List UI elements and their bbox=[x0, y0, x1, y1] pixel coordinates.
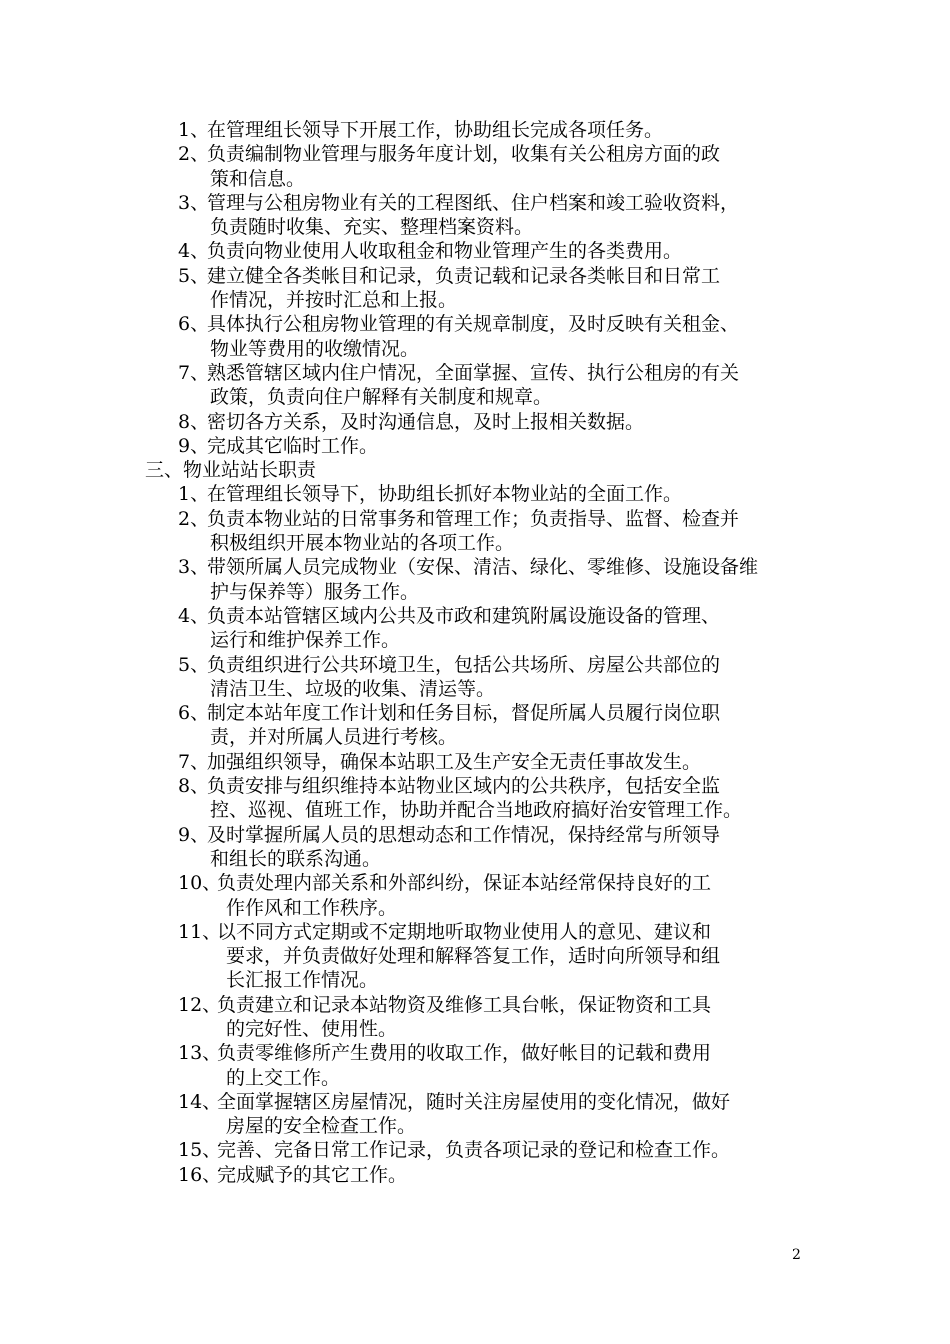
list-item bbox=[0, 993, 950, 1042]
item-number: 7、 bbox=[178, 361, 210, 384]
item-text-line: 负责处理内部关系和外部纠纷，保证本站经常保持良好的工 bbox=[217, 872, 712, 895]
item-text-line: 建立健全各类帐目和记录，负责记载和记录各类帐目和日常工 bbox=[207, 264, 721, 287]
item-text-line: 以不同方式定期或不定期地听取物业使用人的意见、建议和 bbox=[217, 920, 712, 943]
item-text-line: 和组长的联系沟通。 bbox=[210, 847, 382, 870]
item-number: 1、 bbox=[178, 119, 210, 141]
item-text-line: 护与保养等）服务工作。 bbox=[210, 580, 420, 603]
list-item bbox=[0, 482, 950, 506]
item-number: 8、 bbox=[178, 410, 210, 433]
list-item bbox=[0, 312, 950, 361]
item-text-line: 完成赋予的其它工作。 bbox=[217, 1163, 408, 1186]
list-item bbox=[0, 507, 950, 556]
item-text-line: 作作风和工作秩序。 bbox=[226, 896, 398, 919]
list-item bbox=[0, 361, 950, 410]
item-number: 7、 bbox=[178, 750, 210, 773]
item-text-line: 作情况，并按时汇总和上报。 bbox=[210, 289, 458, 312]
item-text-line: 政策，负责向住户解释有关制度和规章。 bbox=[210, 386, 553, 409]
item-number: 16、 bbox=[178, 1163, 222, 1186]
list-item bbox=[0, 750, 950, 774]
list-item bbox=[0, 555, 950, 604]
item-number: 3、 bbox=[178, 556, 210, 579]
item-text-line: 的上交工作。 bbox=[226, 1066, 341, 1089]
item-text-line: 清洁卫生、垃圾的收集、清运等。 bbox=[210, 677, 496, 700]
item-text-line: 在管理组长领导下开展工作，协助组长完成各项任务。 bbox=[207, 119, 664, 141]
item-text-line: 要求，并负责做好处理和解释答复工作，适时向所领导和组 bbox=[226, 945, 721, 968]
item-text-line: 具体执行公租房物业管理的有关规章制度，及时反映有关租金、 bbox=[207, 313, 740, 336]
item-text-line: 责，并对所属人员进行考核。 bbox=[210, 726, 458, 749]
item-number: 2、 bbox=[178, 143, 210, 166]
item-text-line: 负责零维修所产生费用的收取工作，做好帐目的记载和费用 bbox=[217, 1042, 712, 1065]
item-text-line: 负责组织进行公共环境卫生，包括公共场所、房屋公共部位的 bbox=[207, 653, 721, 676]
list-item bbox=[0, 920, 950, 993]
item-text-line: 运行和维护保养工作。 bbox=[210, 629, 401, 652]
item-number: 4、 bbox=[178, 604, 210, 627]
item-text-line: 负责本物业站的日常事务和管理工作；负责指导、监督、检查并 bbox=[207, 507, 740, 530]
document-body bbox=[0, 118, 950, 1187]
item-number: 10、 bbox=[178, 872, 222, 895]
item-number: 15、 bbox=[178, 1139, 222, 1162]
item-text-line: 的完好性、使用性。 bbox=[226, 1017, 398, 1040]
list-item bbox=[0, 604, 950, 653]
list-item bbox=[0, 410, 950, 434]
item-text-line: 在管理组长领导下，协助组长抓好本物业站的全面工作。 bbox=[207, 483, 683, 506]
item-text-line: 带领所属人员完成物业（安保、清洁、绿化、零维修、设施设备维 bbox=[207, 556, 759, 579]
item-number: 1、 bbox=[178, 483, 210, 506]
item-number: 8、 bbox=[178, 775, 210, 798]
item-text-line: 加强组织领导，确保本站职工及生产安全无责任事故发生。 bbox=[207, 750, 702, 773]
item-text-line: 负责编制物业管理与服务年度计划，收集有关公租房方面的政 bbox=[207, 143, 721, 166]
list-item bbox=[0, 823, 950, 872]
list-item bbox=[0, 871, 950, 920]
item-text-line: 熟悉管辖区域内住户情况，全面掌握、宣传、执行公租房的有关 bbox=[207, 361, 740, 384]
item-text-line: 控、巡视、值班工作，协助并配合当地政府搞好治安管理工作。 bbox=[210, 799, 743, 822]
list-item bbox=[0, 264, 950, 313]
item-number: 11、 bbox=[178, 920, 222, 943]
item-text-line: 长汇报工作情况。 bbox=[226, 969, 379, 992]
list-item bbox=[0, 1138, 950, 1162]
item-number: 5、 bbox=[178, 653, 210, 676]
item-text-line: 积极组织开展本物业站的各项工作。 bbox=[210, 532, 515, 555]
item-text-line: 负责安排与组织维持本站物业区域内的公共秩序，包括安全监 bbox=[207, 775, 721, 798]
item-number: 2、 bbox=[178, 507, 210, 530]
list-item bbox=[0, 118, 950, 142]
list-item bbox=[0, 434, 950, 458]
item-text-line: 负责本站管辖区域内公共及市政和建筑附属设施设备的管理、 bbox=[207, 604, 721, 627]
list-item bbox=[0, 142, 950, 191]
section-heading: 三、物业站站长职责 bbox=[145, 459, 317, 482]
item-number: 4、 bbox=[178, 240, 210, 263]
list-item bbox=[0, 191, 950, 240]
item-text-line: 物业等费用的收缴情况。 bbox=[210, 337, 420, 360]
item-number: 5、 bbox=[178, 264, 210, 287]
item-text-line: 及时掌握所属人员的思想动态和工作情况，保持经常与所领导 bbox=[207, 823, 721, 846]
list-item bbox=[0, 1090, 950, 1139]
item-text-line: 负责向物业使用人收取租金和物业管理产生的各类费用。 bbox=[207, 240, 683, 263]
list-item bbox=[0, 239, 950, 263]
item-number: 14、 bbox=[178, 1090, 222, 1113]
item-text-line: 密切各方关系，及时沟通信息，及时上报相关数据。 bbox=[207, 410, 645, 433]
item-number: 3、 bbox=[178, 191, 210, 214]
list-item bbox=[0, 1163, 950, 1187]
list-item bbox=[0, 774, 950, 823]
list-item bbox=[0, 701, 950, 750]
list-item bbox=[0, 653, 950, 702]
list-item bbox=[0, 1041, 950, 1090]
item-number: 12、 bbox=[178, 993, 222, 1016]
item-text-line: 策和信息。 bbox=[210, 167, 306, 190]
item-text-line: 制定本站年度工作计划和任务目标，督促所属人员履行岗位职 bbox=[207, 702, 721, 725]
item-text-line: 房屋的安全检查工作。 bbox=[226, 1115, 417, 1138]
item-number: 13、 bbox=[178, 1042, 222, 1065]
page-number: 2 bbox=[792, 1247, 801, 1263]
item-text-line: 负责随时收集、充实、整理档案资料。 bbox=[210, 216, 534, 239]
item-number: 6、 bbox=[178, 702, 210, 725]
item-number: 9、 bbox=[178, 434, 210, 457]
item-text-line: 管理与公租房物业有关的工程图纸、住户档案和竣工验收资料， bbox=[207, 191, 740, 214]
item-text-line: 负责建立和记录本站物资及维修工具台帐，保证物资和工具 bbox=[217, 993, 712, 1016]
item-number: 9、 bbox=[178, 823, 210, 846]
item-text-line: 全面掌握辖区房屋情况，随时关注房屋使用的变化情况，做好 bbox=[217, 1090, 731, 1113]
item-text-line: 完成其它临时工作。 bbox=[207, 434, 379, 457]
item-number: 6、 bbox=[178, 313, 210, 336]
item-text-line: 完善、完备日常工作记录，负责各项记录的登记和检查工作。 bbox=[217, 1139, 731, 1162]
